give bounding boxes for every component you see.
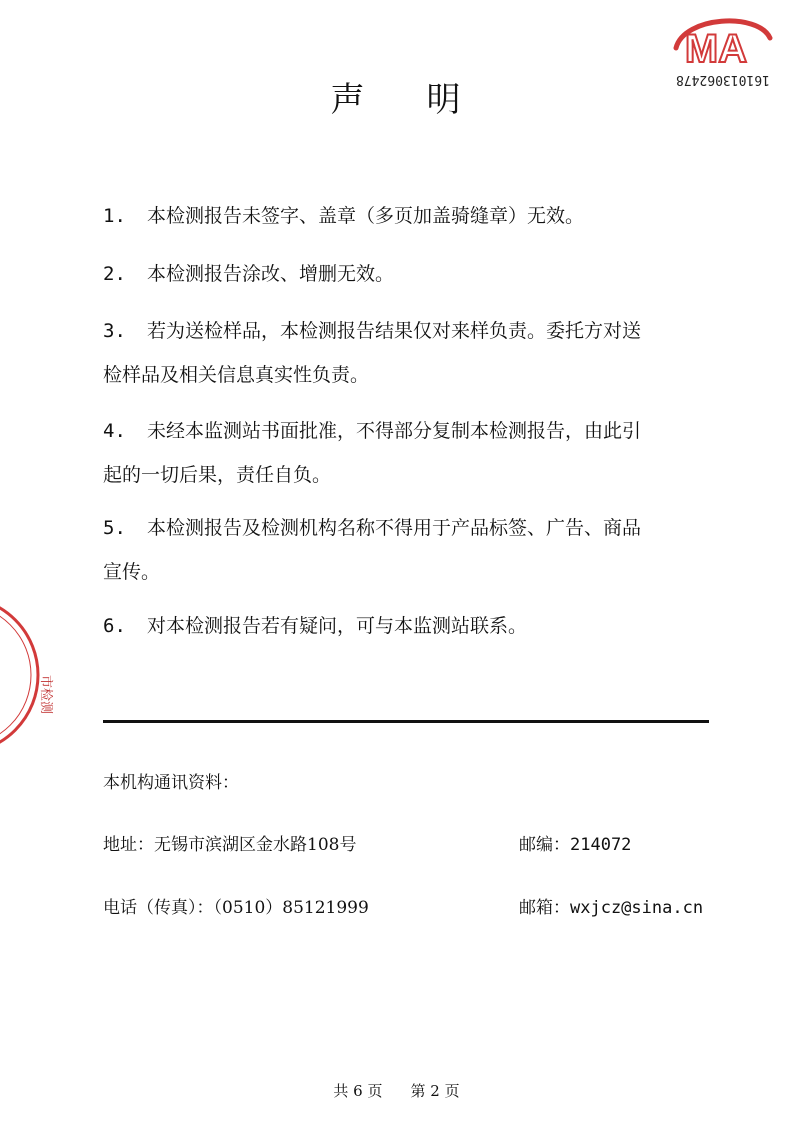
phone-label: 电话（传真）： — [103, 898, 214, 918]
postcode-line — [519, 830, 631, 855]
page-footer — [0, 1080, 793, 1101]
address-value: 无锡市滨湖区金水路108号 — [154, 835, 357, 855]
statement-item-1 — [103, 194, 713, 238]
title-char-1: 声 — [330, 80, 367, 120]
statement-item-6 — [103, 604, 713, 648]
page-title — [0, 72, 793, 121]
email-line — [519, 893, 703, 918]
email-value: wxjcz@sina.cn — [570, 898, 704, 918]
address-label: 地址： — [103, 835, 154, 855]
phone-value: （0510）85121999 — [213, 898, 369, 918]
item-text: 若为送检样品，本检测报告结果仅对来样负责。委托方对送 — [147, 320, 642, 342]
item-number: 5. — [103, 517, 126, 539]
partial-seal — [0, 605, 53, 745]
item-number: 6. — [103, 615, 126, 637]
statement-item-4 — [103, 409, 713, 497]
item-number: 1. — [103, 205, 126, 227]
item-number: 2. — [103, 263, 126, 285]
item-text: 对本检测报告若有疑问，可与本监测站联系。 — [147, 615, 528, 637]
item-text: 本检测报告未签字、盖章（多页加盖骑缝章）无效。 — [147, 205, 585, 227]
cma-letters: MA — [684, 27, 748, 71]
item-number: 3. — [103, 320, 126, 342]
item-text: 未经本监测站书面批准，不得部分复制本检测报告，由此引 — [147, 420, 642, 442]
seal-text: 市检测 — [38, 675, 53, 715]
item-text: 本检测报告及检测机构名称不得用于产品标签、广告、商品 — [147, 517, 642, 539]
item-text: 本检测报告涂改、增删无效。 — [147, 263, 395, 285]
phone-line — [103, 893, 369, 918]
title-char-2: 明 — [426, 80, 463, 120]
statement-item-5 — [103, 506, 713, 594]
email-label: 邮箱： — [519, 898, 570, 918]
contact-heading: 本机构通讯资料： — [103, 773, 239, 793]
postcode-label: 邮编： — [519, 835, 570, 855]
cma-number: 161013062478 — [676, 72, 770, 87]
statement-item-3 — [103, 309, 713, 397]
statement-item-2 — [103, 252, 713, 296]
address-line — [103, 830, 356, 855]
total-pages: 共 6 页 — [333, 1082, 383, 1100]
item-continuation: 起的一切后果，责任自负。 — [103, 464, 332, 486]
item-continuation: 宣传。 — [103, 561, 161, 583]
postcode-value: 214072 — [570, 835, 632, 855]
current-page: 第 2 页 — [410, 1082, 460, 1100]
divider-line — [103, 720, 709, 723]
item-number: 4. — [103, 420, 126, 442]
item-continuation: 检样品及相关信息真实性负责。 — [103, 364, 370, 386]
